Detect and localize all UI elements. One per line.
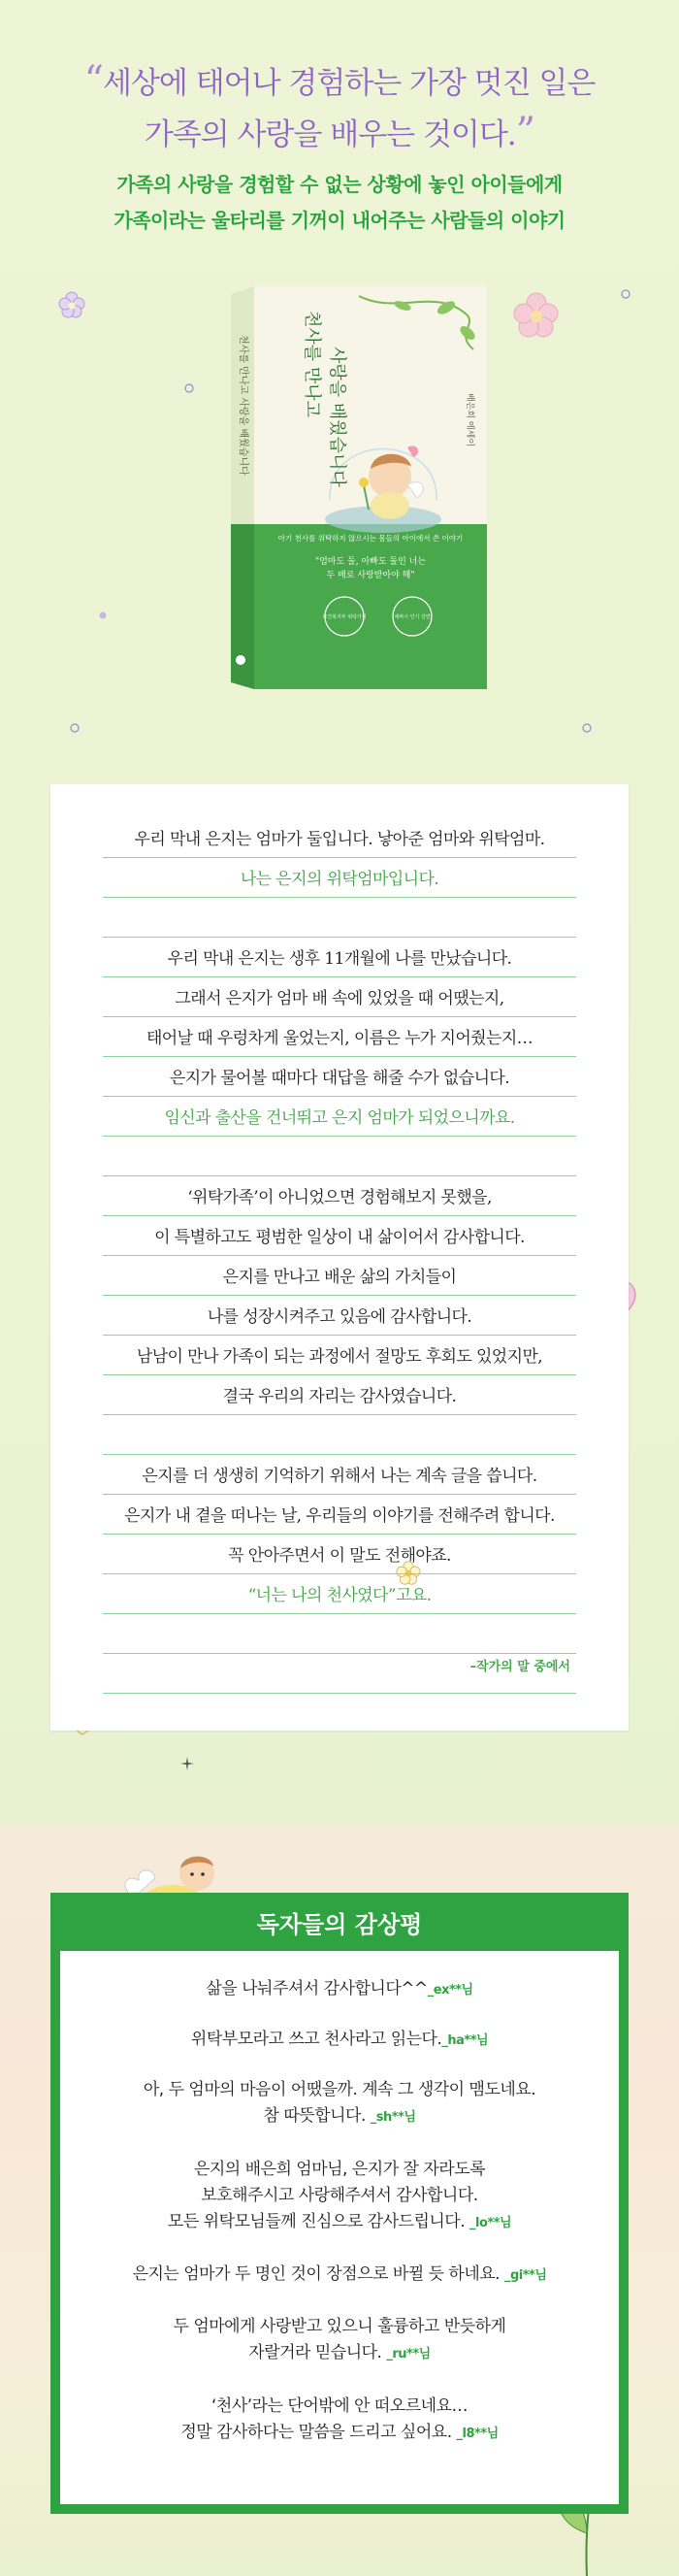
review-item xyxy=(60,2394,619,2447)
letter-line: 결국 우리의 자리는 감사였습니다. xyxy=(103,1375,576,1415)
flower-icon xyxy=(58,291,85,318)
review-text: 자랄거라 믿습니다. xyxy=(248,2343,382,2362)
review-text: 은지는 엄마가 두 명인 것이 장점으로 바뀔 듯 하네요. xyxy=(132,2264,501,2284)
book-band-text: 아기 천사를 위탁하지 않으시는 몸들의 아이에서 쓴 이야기 xyxy=(277,534,464,543)
letter-line: 은지가 내 곁을 떠나는 날, 우리들의 이야기를 전해주려 합니다. xyxy=(103,1495,576,1535)
book-title-line2: 사랑을 배웠습니다 xyxy=(327,347,347,487)
letter-line: 그래서 은지가 엄마 배 속에 있었을 때 어땠는지, xyxy=(103,977,576,1017)
review-item xyxy=(60,1976,619,2003)
review-section xyxy=(0,1825,679,2576)
review-signature: _sh**님 xyxy=(370,2110,416,2125)
review-signature: _ru**님 xyxy=(386,2347,431,2361)
review-text: 은지의 배은희 엄마님, 은지가 잘 자라도록 xyxy=(193,2160,486,2179)
flower-icon xyxy=(512,291,561,340)
headline-text-line1: 세상에 태어나 경험하는 가장 멋진 일은 xyxy=(103,66,596,101)
book-badge2: 세바시 인기 강연 xyxy=(394,614,431,620)
book-spine-title: 천사를 만나고 사랑을 배웠습니다 xyxy=(238,335,248,476)
book-title-line1: 천사를 만나고 xyxy=(302,311,322,418)
review-text: 보호해주시고 사랑해주셔서 감사합니다. xyxy=(201,2186,478,2205)
letter-paragraph-3 xyxy=(50,1176,576,1415)
book-illustration xyxy=(213,277,495,694)
letter-line: 은지가 물어볼 때마다 대답을 해줄 수가 없습니다. xyxy=(103,1057,576,1097)
letter-line: 이 특별하고도 평범한 일상이 내 삶이어서 감사합니다. xyxy=(103,1216,576,1256)
review-text: ‘천사’라는 단어밖에 안 떠오르네요… xyxy=(211,2396,468,2416)
letter-spacer-line xyxy=(103,1137,576,1176)
book-band-quote2: 두 배로 사랑받아야 해" xyxy=(326,571,415,580)
dot-icon xyxy=(621,289,630,299)
headline-line1 xyxy=(0,56,679,108)
letter-line: 나를 성장시켜주고 있음에 감사합니다. xyxy=(103,1296,576,1336)
dot-icon xyxy=(70,723,80,733)
headline-text-line2: 가족의 사랑을 배우는 것이다. xyxy=(144,117,516,152)
subhead xyxy=(0,167,679,239)
sparkle-icon xyxy=(180,1757,194,1770)
review-text: 정말 감사하다는 말씀을 드리고 싶어요. xyxy=(180,2423,452,2442)
review-text: 아, 두 엄마의 마음이 어땠을까. 계속 그 생각이 맴도네요. xyxy=(143,2080,536,2099)
subhead-line1: 가족의 사랑을 경험할 수 없는 상황에 놓인 아이들에게 xyxy=(116,173,563,196)
review-signature: _lo**님 xyxy=(469,2216,512,2230)
headline-line2 xyxy=(0,108,679,159)
letter-line-highlight: 나는 은지의 위탁엄마입니다. xyxy=(103,858,576,898)
review-signature: _l8**님 xyxy=(456,2427,499,2441)
review-text: 참 따뜻합니다. xyxy=(263,2106,366,2126)
dot-icon xyxy=(99,611,107,619)
review-item xyxy=(60,2027,619,2054)
book-cover xyxy=(213,277,495,694)
review-item xyxy=(60,2262,619,2289)
letter-line: 남남이 만나 가족이 되는 과정에서 절망도 후회도 있었지만, xyxy=(103,1336,576,1375)
review-item xyxy=(60,2157,619,2236)
letter-line: 꼭 안아주면서 이 말도 전해야죠. xyxy=(103,1535,576,1574)
letter-line: 은지를 만나고 배운 삶의 가치들이 xyxy=(103,1256,576,1296)
letter-paragraph-1 xyxy=(50,818,576,898)
close-quote: ” xyxy=(515,110,535,154)
review-panel xyxy=(50,1893,629,2514)
letter-line: ‘위탁가족’이 아니었으면 경험해보지 못했을, xyxy=(103,1176,576,1216)
letter-line: 우리 막내 은지는 생후 11개월에 나를 만났습니다. xyxy=(103,938,576,977)
letter-spacer-line xyxy=(103,1614,576,1654)
letter-paragraph-4 xyxy=(50,1455,576,1614)
dot-icon xyxy=(582,723,592,733)
review-signature: _gi**님 xyxy=(503,2268,547,2283)
letter-lines xyxy=(50,818,576,1694)
review-text: 두 엄마에게 사랑받고 있으니 훌륭하고 반듯하게 xyxy=(173,2317,506,2336)
review-title: 독자들의 감상평 xyxy=(60,1902,619,1951)
letter-paragraph-2 xyxy=(50,938,576,1137)
review-signature: _ha**님 xyxy=(441,2033,489,2048)
letter-line-highlight: “너는 나의 천사였다”고요. xyxy=(103,1574,576,1614)
headline xyxy=(0,56,679,159)
open-quote: “ xyxy=(83,58,104,103)
letter-spacer-line xyxy=(103,1415,576,1455)
author-letter xyxy=(50,784,629,1731)
dot-icon xyxy=(184,383,194,393)
letter-line: 우리 막내 은지는 엄마가 둘입니다. 낳아준 엄마와 위탁엄마. xyxy=(103,818,576,858)
author-note: –작가의 말 중에서 xyxy=(469,1660,570,1674)
review-text: 모든 위탁모님들께 진심으로 감사드립니다. xyxy=(167,2212,466,2231)
letter-line: 태어날 때 우렁차게 울었는지, 이름은 누가 지어줬는지… xyxy=(103,1017,576,1057)
book-band-quote1: "엄마도 둘, 아빠도 둘인 너는 xyxy=(314,557,427,567)
letter-line: 은지를 더 생생히 기억하기 위해서 나는 계속 글을 씁니다. xyxy=(103,1455,576,1495)
book-author: 배은희 에세이 xyxy=(465,393,474,447)
letter-line-highlight: 임신과 출산을 건너뛰고 은지 엄마가 되었으니까요. xyxy=(103,1097,576,1137)
review-text: 위탁부모라고 쓰고 천사라고 읽는다. xyxy=(190,2030,442,2049)
book-badge1: 보건복지부 위탁가정 xyxy=(322,614,367,620)
review-signature: _ex**님 xyxy=(427,1983,473,1998)
review-item xyxy=(60,2077,619,2130)
letter-spacer-line xyxy=(103,898,576,938)
subhead-line2: 가족이라는 울타리를 기꺼이 내어주는 사람들의 이야기 xyxy=(113,209,566,232)
review-item xyxy=(60,2314,619,2367)
review-text: 삶을 나눠주셔서 감사합니다^^ xyxy=(206,1979,428,1998)
